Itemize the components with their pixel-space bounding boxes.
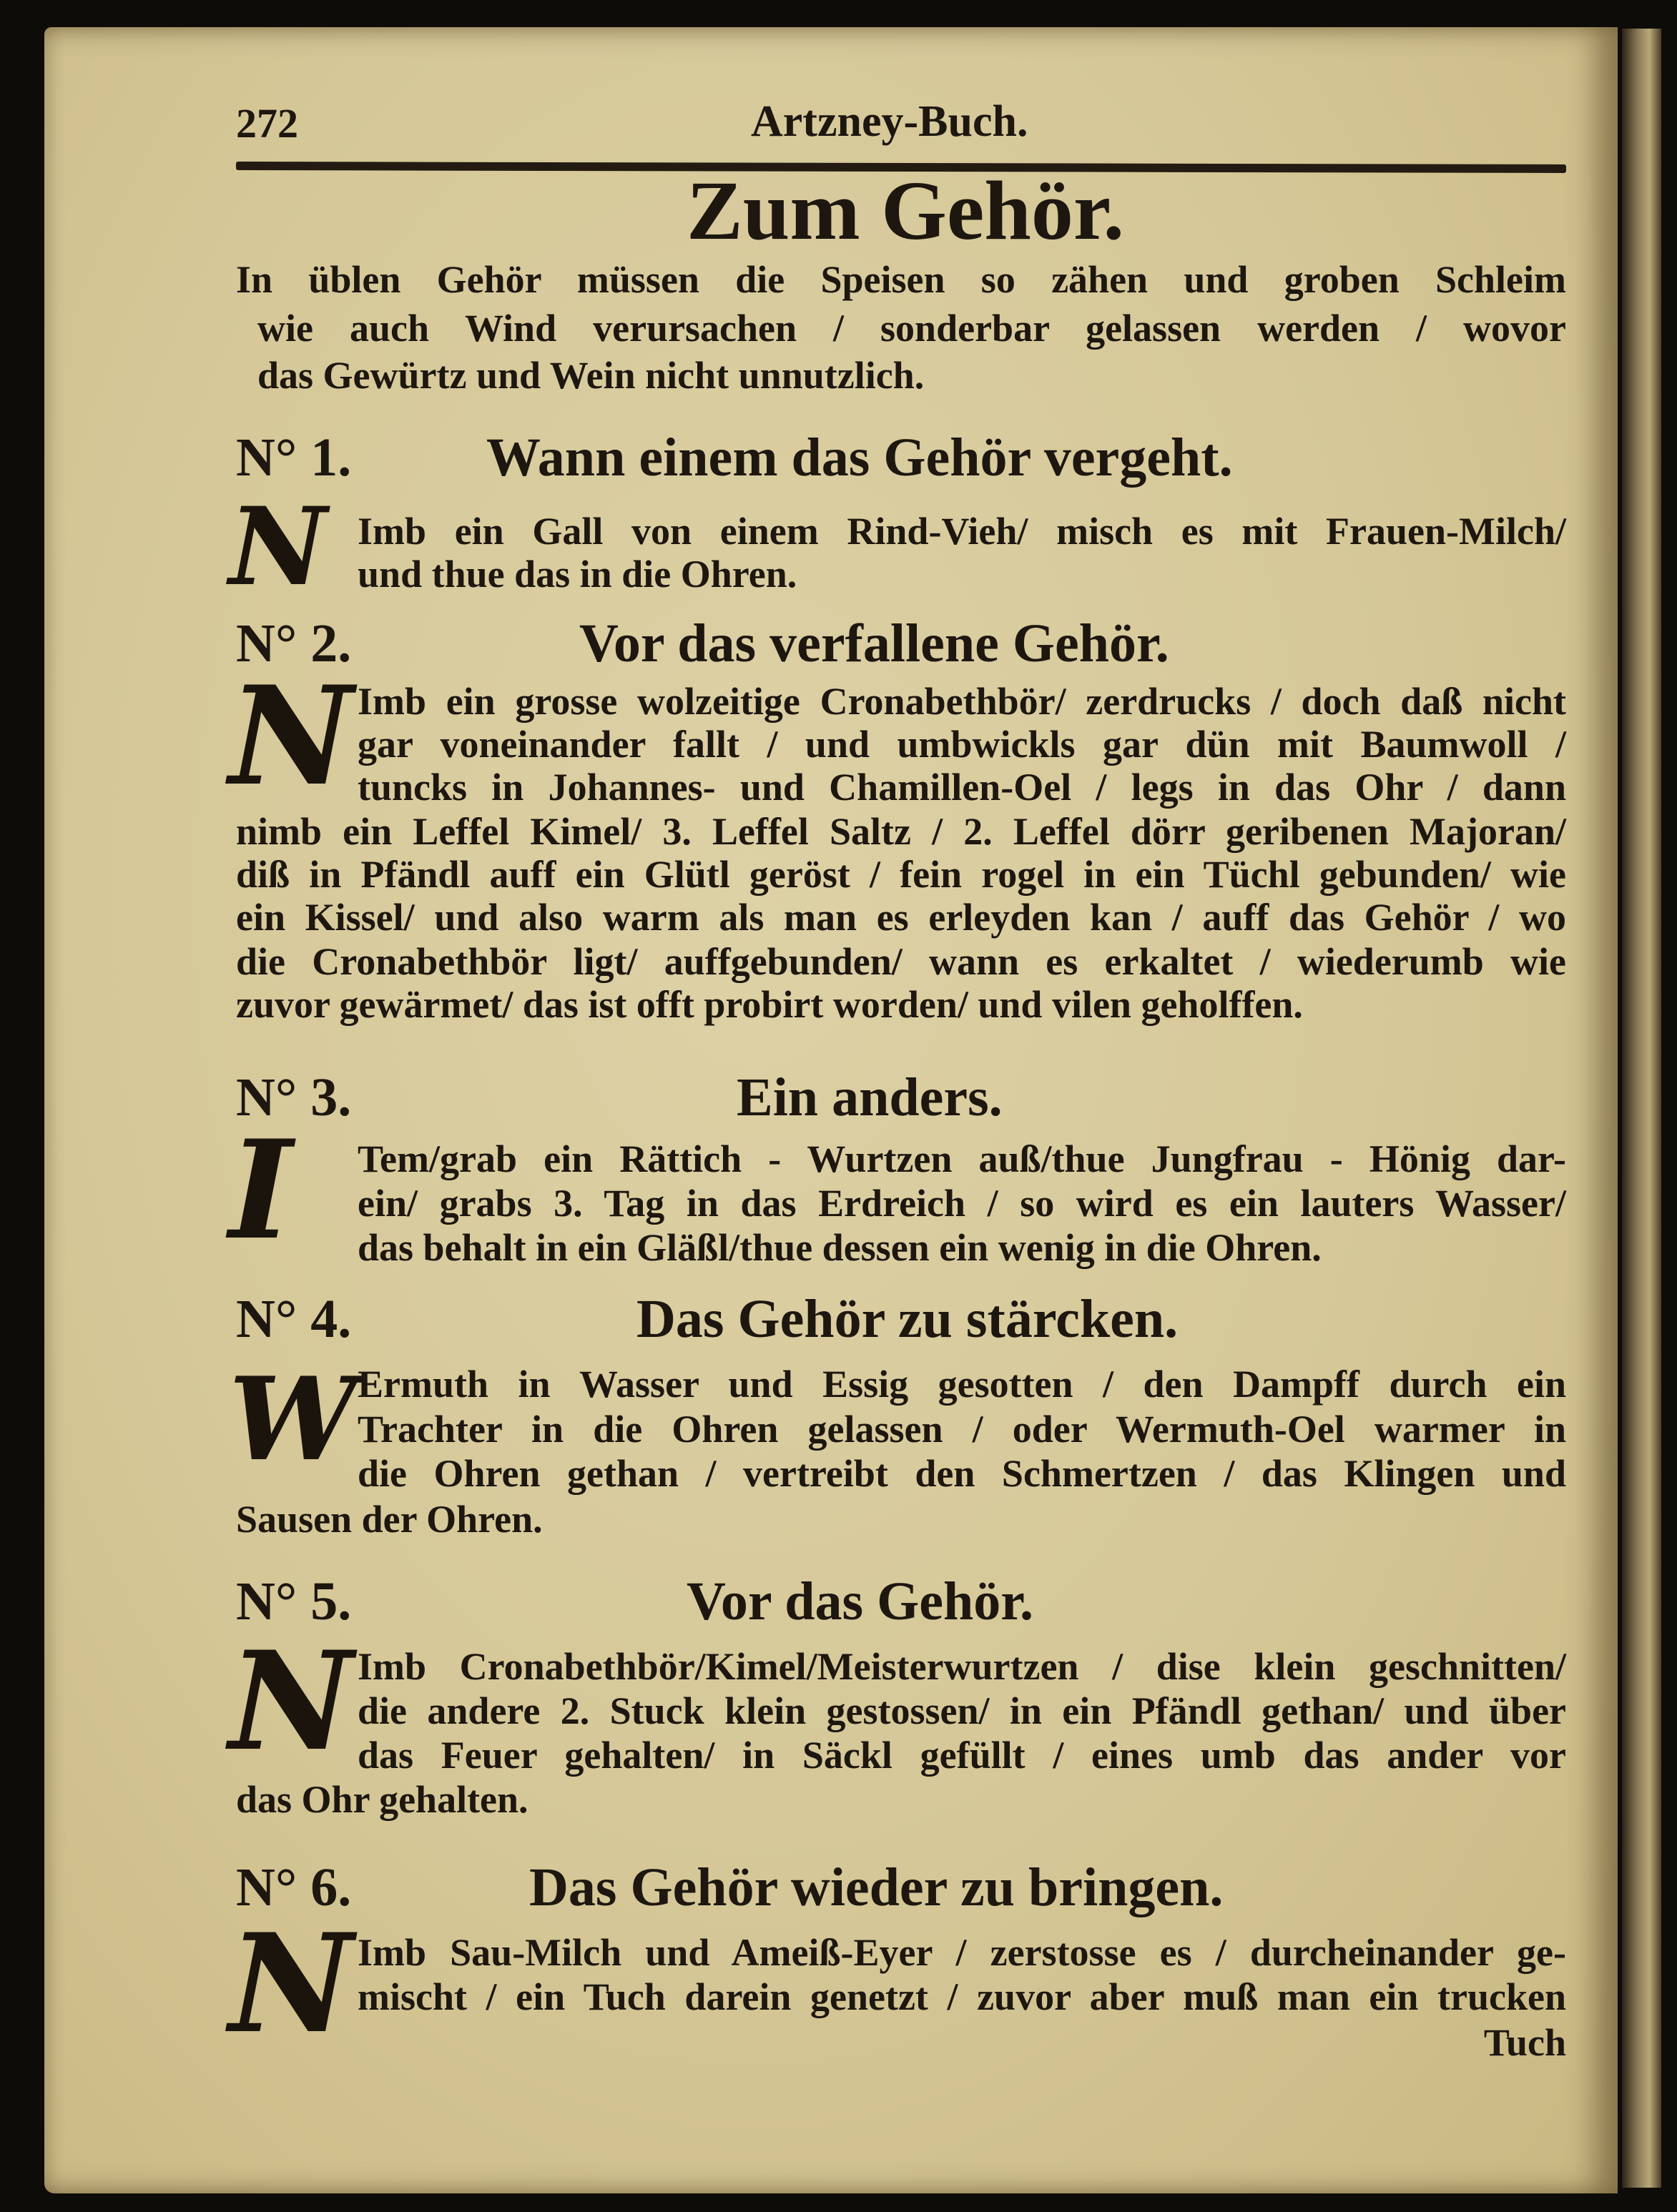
text-line: das Ohr gehalten. (236, 1778, 528, 1821)
text-line: die Ohren gethan / vertreibt den Schmertzen / das Klingen und (358, 1452, 1566, 1495)
text-line: und thue das in die Ohren. (358, 553, 797, 596)
catchword: Tuch (1483, 2021, 1566, 2064)
recipe-number: N° 3. (236, 1067, 352, 1127)
text-line: zuvor gewärmet/ das ist offt probirt worden/ und vilen geholffen. (236, 983, 1303, 1026)
text-line: tuncks in Johannes- und Chamillen-Oel / legs in das Ohr / dann (358, 766, 1566, 809)
recipe-heading: Vor das verfallene Gehör. (579, 613, 1169, 673)
recipe-heading: Das Gehör wieder zu bringen. (529, 1857, 1224, 1917)
text-line: die andere 2. Stuck klein gestossen/ in ein Pfändl gethan/ und über (358, 1689, 1566, 1732)
text-line: ein Kissel/ und also warm als man es erleyden kan / auff das Gehör / wo (236, 896, 1566, 939)
recipe-heading: Vor das Gehör. (687, 1571, 1033, 1631)
text-line: Ermuth in Wasser und Essig gesotten / den Dampff durch ein (358, 1363, 1566, 1406)
recipe-heading: Ein anders. (737, 1067, 1003, 1127)
intro-line: In üblen Gehör müssen die Speisen so zähen und groben Schleim (236, 258, 1566, 301)
recipe-heading: Wann einem das Gehör vergeht. (486, 428, 1233, 488)
drop-cap: N (229, 1904, 353, 2063)
text-line: die Cronabethbör ligt/ auffgebunden/ wann es erkaltet / wiederumb wie (236, 940, 1566, 983)
text-line: nimb ein Leffel Kimel/ 3. Leffel Saltz / 2. Leffel dörr geribenen Majoran/ (236, 810, 1566, 853)
drop-cap: I (229, 1110, 292, 1270)
drop-cap: N (229, 484, 328, 610)
text-line: Imb ein grosse wolzeitige Cronabethbör/ zerdrucks / doch daß nicht (358, 680, 1566, 723)
text-line: diß in Pfändl auff ein Glütl geröst / fein rogel in ein Tüchl gebunden/ wie (236, 853, 1566, 896)
page-number: 272 (236, 100, 298, 147)
drop-cap: W (229, 1352, 358, 1486)
recipe-number: N° 5. (236, 1571, 352, 1631)
text-line: Imb Sau-Milch und Ameiß-Eyer / zerstosse es / durcheinander ge- (358, 1931, 1566, 1974)
recipe-number: N° 6. (236, 1857, 352, 1917)
text-line: das behalt in ein Gläßl/thue dessen ein wenig in die Ohren. (358, 1226, 1322, 1269)
text-line: das Feuer gehalten/ in Säckl gefüllt / eines umb das ander vor (358, 1734, 1566, 1777)
recipe-heading: Das Gehör zu stärcken. (636, 1289, 1179, 1349)
intro-line: wie auch Wind verursachen / sonderbar gelassen werden / wovor (257, 307, 1566, 350)
intro-line: das Gewürtz und Wein nicht unnutzlich. (257, 354, 925, 397)
recipe-number: N° 4. (236, 1289, 352, 1349)
text-line: Tem/grab ein Rättich - Wurtzen auß/thue Jungfrau - Hönig dar- (358, 1137, 1566, 1180)
text-line: gar voneinander fallt / und umbwickls gar dün mit Baumwoll / (358, 723, 1566, 766)
drop-cap: N (229, 656, 353, 816)
drop-cap: N (229, 1621, 353, 1781)
text-line: Sausen der Ohren. (236, 1498, 543, 1541)
chapter-title: Zum Gehör. (687, 164, 1124, 257)
running-title: Artzney-Buch. (751, 97, 1028, 146)
text-line: mischt / ein Tuch darein genetzt / zuvor aber muß man ein trucken (358, 1975, 1566, 2018)
next-page-edge (1622, 29, 1661, 2188)
text-line: Imb ein Gall von einem Rind-Vieh/ misch es mit Frauen-Milch/ (358, 510, 1566, 553)
text-line: Imb Cronabethbör/Kimel/Meisterwurtzen / dise klein geschnitten/ (358, 1645, 1566, 1688)
recipe-number: N° 2. (236, 613, 352, 673)
text-line: Trachter in die Ohren gelassen / oder Wermuth-Oel warmer in (358, 1408, 1566, 1451)
text-line: ein/ grabs 3. Tag in das Erdreich / so wird es ein lauters Wasser/ (358, 1182, 1566, 1225)
recipe-number: N° 1. (236, 428, 352, 488)
